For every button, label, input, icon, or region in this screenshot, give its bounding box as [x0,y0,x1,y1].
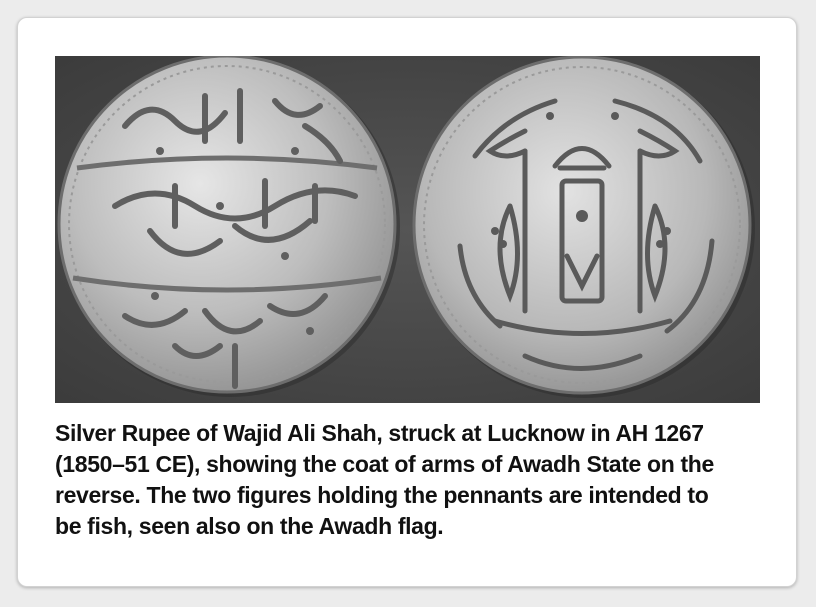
figure-caption [55,418,775,542]
caption-line: be fish, seen also on the Awadh flag. [55,513,444,539]
coin-photo [55,56,760,403]
obverse-coin [59,56,400,397]
reverse-coin [414,57,755,398]
caption-line: reverse. The two figures holding the pennants are intended to [55,482,709,508]
figure-card [17,17,797,587]
caption-line: Silver Rupee of Wajid Ali Shah, struck at Lucknow in AH 1267 [55,420,704,446]
coin-photo-graphic [55,56,760,403]
caption-line: (1850–51 CE), showing the coat of arms of Awadh State on the [55,451,714,477]
